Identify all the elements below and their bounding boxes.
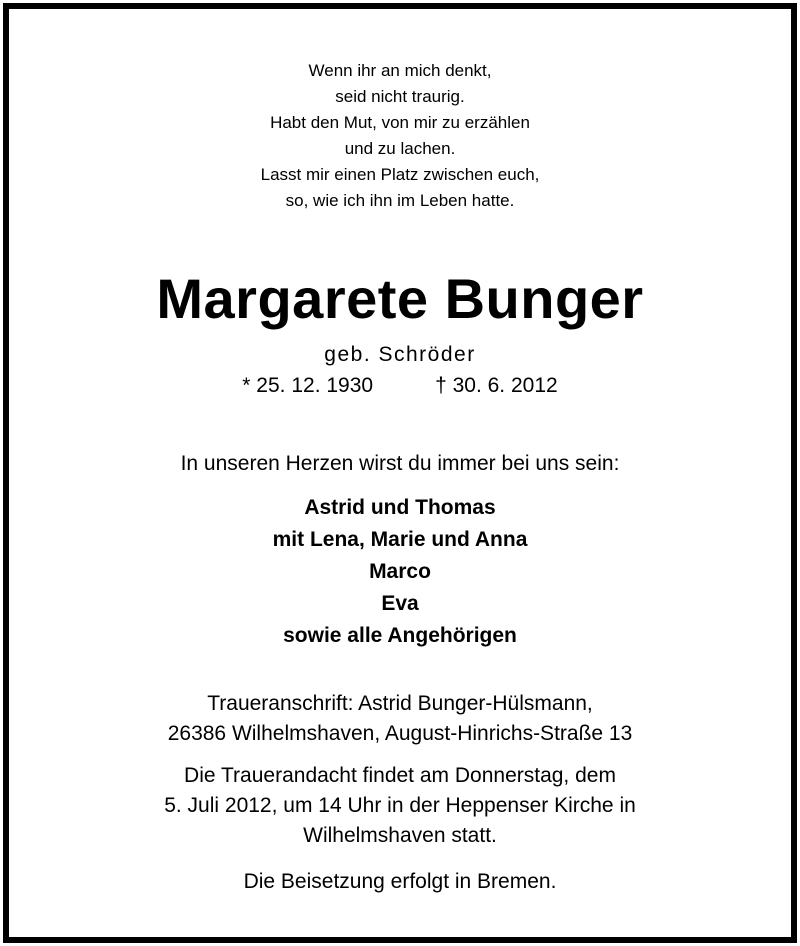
intro-text: In unseren Herzen wirst du immer bei uns sein:	[180, 452, 620, 475]
family-line: mit Lena, Marie und Anna	[272, 528, 528, 551]
poem-line: und zu lachen.	[344, 139, 456, 158]
family-line: Marco	[369, 560, 431, 583]
poem-line: seid nicht traurig.	[335, 87, 465, 106]
burial-info: Die Beisetzung erfolgt in Bremen.	[243, 870, 557, 893]
family-line: Eva	[381, 592, 419, 615]
death-date: † 30. 6. 2012	[435, 374, 558, 397]
birth-date: * 25. 12. 1930	[242, 374, 374, 397]
service-line: 5. Juli 2012, um 14 Uhr in der Heppenser Kirche in	[164, 794, 636, 817]
life-dates	[9, 373, 791, 399]
poem-line: so, wie ich ihn im Leben hatte.	[285, 191, 515, 210]
poem-line: Lasst mir einen Platz zwischen euch,	[260, 165, 540, 184]
birth-name: geb. Schröder	[324, 343, 476, 366]
deceased-name: Margarete Bunger	[156, 267, 644, 330]
poem-line: Habt den Mut, von mir zu erzählen	[270, 113, 530, 132]
family-line: Astrid und Thomas	[304, 496, 496, 519]
family-line: sowie alle Angehörigen	[283, 624, 517, 647]
service-line: Die Trauerandacht findet am Donnerstag, dem	[184, 764, 616, 787]
address-line: 26386 Wilhelmshaven, August-Hinrichs-Straße 13	[167, 722, 633, 745]
service-line: Wilhelmshaven statt.	[303, 824, 497, 847]
obituary-frame	[3, 3, 797, 943]
poem-line: Wenn ihr an mich denkt,	[308, 61, 492, 80]
address-line: Traueranschrift: Astrid Bunger-Hülsmann,	[207, 692, 593, 715]
